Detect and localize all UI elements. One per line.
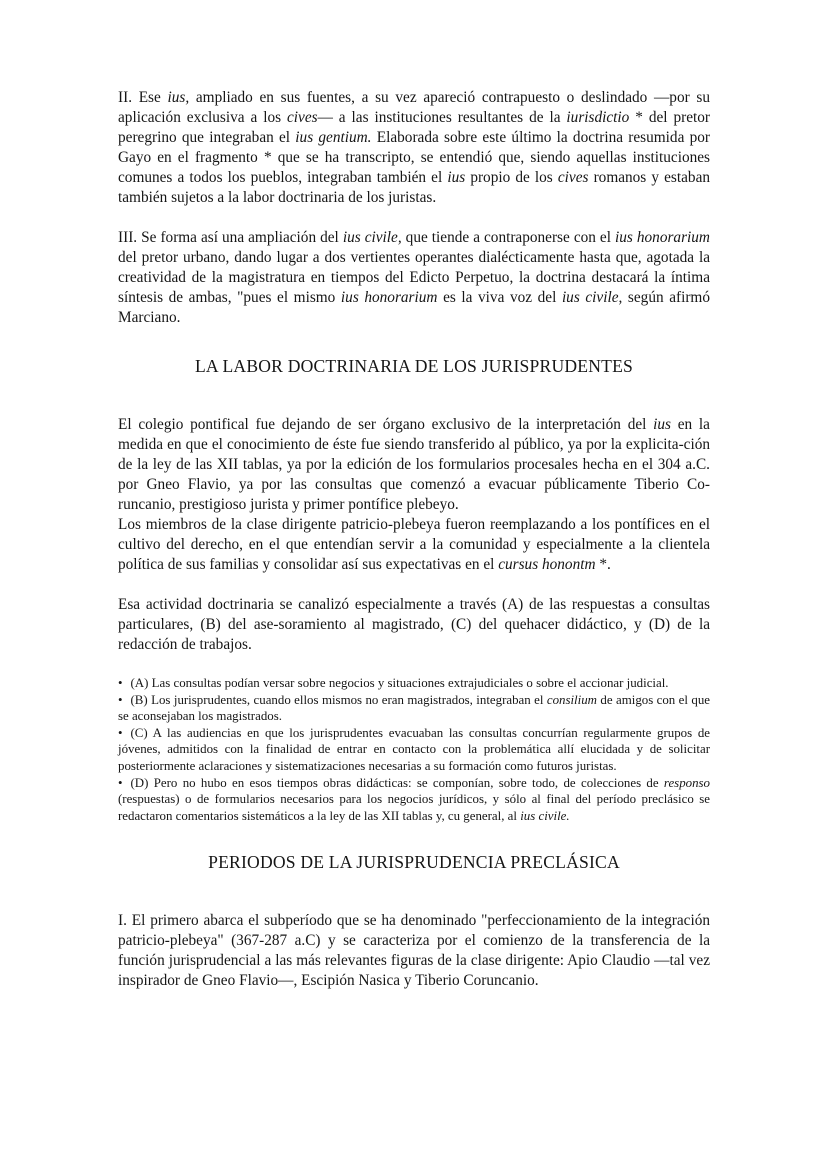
paragraph-actividad-doctrinaria: Esa actividad doctrinaria se canalizó especialmente a través (A) de las respuestas a consultas particulares, (B) del ase-soramiento al magistrado, (C) del quehacer didáctico, y (D) de la redacción de trabajos. xyxy=(118,596,710,653)
bullet-marker: • xyxy=(118,692,123,707)
list-item-d xyxy=(118,775,710,825)
list-item-c-text: (C) A las audiencias en que los jurisprudentes evacuaban las consultas concurrían regularmente grupos de jóvenes, admitidos con la finalidad de entrar en contacto con la problemática allí elucidada y de solicitar posteriormente aclaraciones y sistematizaciones necesarias a su formación como futuros juristas. xyxy=(118,725,710,773)
bullet-list xyxy=(118,675,710,824)
paragraph-iii-ius-civile: III. Se forma así una ampliación del ius civile, que tiende a contraponerse con el ius honorarium del pretor urbano, dando lugar a dos vertientes operantes dialécticamente hasta que, agotada la creatividad de la magistratura en tiempos del Edicto Perpetuo, la doctrina destacará la íntima síntesis de ambas, "pues el mismo ius honorarium es la viva voz del ius civile, según afirmó Marciano. xyxy=(118,229,710,326)
list-item-a-text: (A) Las consultas podían versar sobre negocios y situaciones extrajudiciales o sobre el accionar judicial. xyxy=(130,676,669,690)
list-item-b-text: (B) Los jurisprudentes, cuando ellos mismos no eran magistrados, integraban el consilium de amigos con el que se aconsejaban los magistrados. xyxy=(118,692,710,724)
paragraph-los-miembros: Los miembros de la clase dirigente patricio-plebeya fueron reemplazando a los pontífices en el cultivo del derecho, en el que entendían servir a la comunidad y especialmente a la clientela política de sus familias y consolidar así sus expectativas en el cursus honontm *. xyxy=(118,516,710,573)
paragraph-colegio-pontifical: El colegio pontifical fue dejando de ser órgano exclusivo de la interpretación del ius en la medida en que el conocimiento de éste fue siendo transferido al público, ya por la explicita-ción de la ley de las XII tablas, ya por la edición de los formularios procesales hecha en el 304 a.C. por Gneo Flavio, ya por las consultas que comenzó a evacuar públicamente Tiberio Co-runcanio, prestigioso jurista y primer pontífice plebeyo. xyxy=(118,416,710,513)
section-heading-periodos-preclasica: PERIODOS DE LA JURISPRUDENCIA PRECLÁSICA xyxy=(208,852,620,873)
bullet-marker: • xyxy=(118,775,123,790)
paragraph-ii-ius-ampliado: II. Ese ius, ampliado en sus fuentes, a su vez apareció contrapuesto o deslindado —por su aplicación exclusiva a los cives— a las instituciones resultantes de la iurisdictio * del pretor peregrino que integraban el ius gentium. Elaborada sobre este último la doctrina resumida por Gayo en el fragmento * que se ha transcripto, se entendió que, siendo aquellas instituciones comunes a todos los pueblos, integraban también el ius propio de los cives romanos y estaban también sujetos a la labor doctrinaria de los juristas. xyxy=(118,89,711,206)
section-heading-labor-doctrinaria: LA LABOR DOCTRINARIA DE LOS JURISPRUDENTES xyxy=(194,356,633,376)
list-item-c xyxy=(118,725,710,775)
list-item-b xyxy=(118,692,710,725)
bullet-marker: • xyxy=(118,725,123,740)
bullet-marker: • xyxy=(118,676,123,690)
paragraph-periodo-i: I. El primero abarca el subperíodo que se ha denominado "perfeccionamiento de la integración patricio-plebeya" (367-287 a.C) y se caracteriza por el comienzo de la transferencia de la función jurisprudencial a las más relevantes figuras de la clase dirigente: Apio Claudio —tal vez inspirador de Gneo Flavio—, Escipión Nasica y Tiberio Coruncanio. xyxy=(118,912,710,990)
list-item-d-text: (D) Pero no hubo en esos tiempos obras didácticas: se componían, sobre todo, de colecciones de responso (respuestas) o de formularios necesarios para los negocios jurídicos, y sólo al final del período preclásico se redactaron comentarios sistemáticos a la ley de las XII tablas y, cu general, al ius civile. xyxy=(118,775,710,823)
list-item-a xyxy=(118,675,710,692)
